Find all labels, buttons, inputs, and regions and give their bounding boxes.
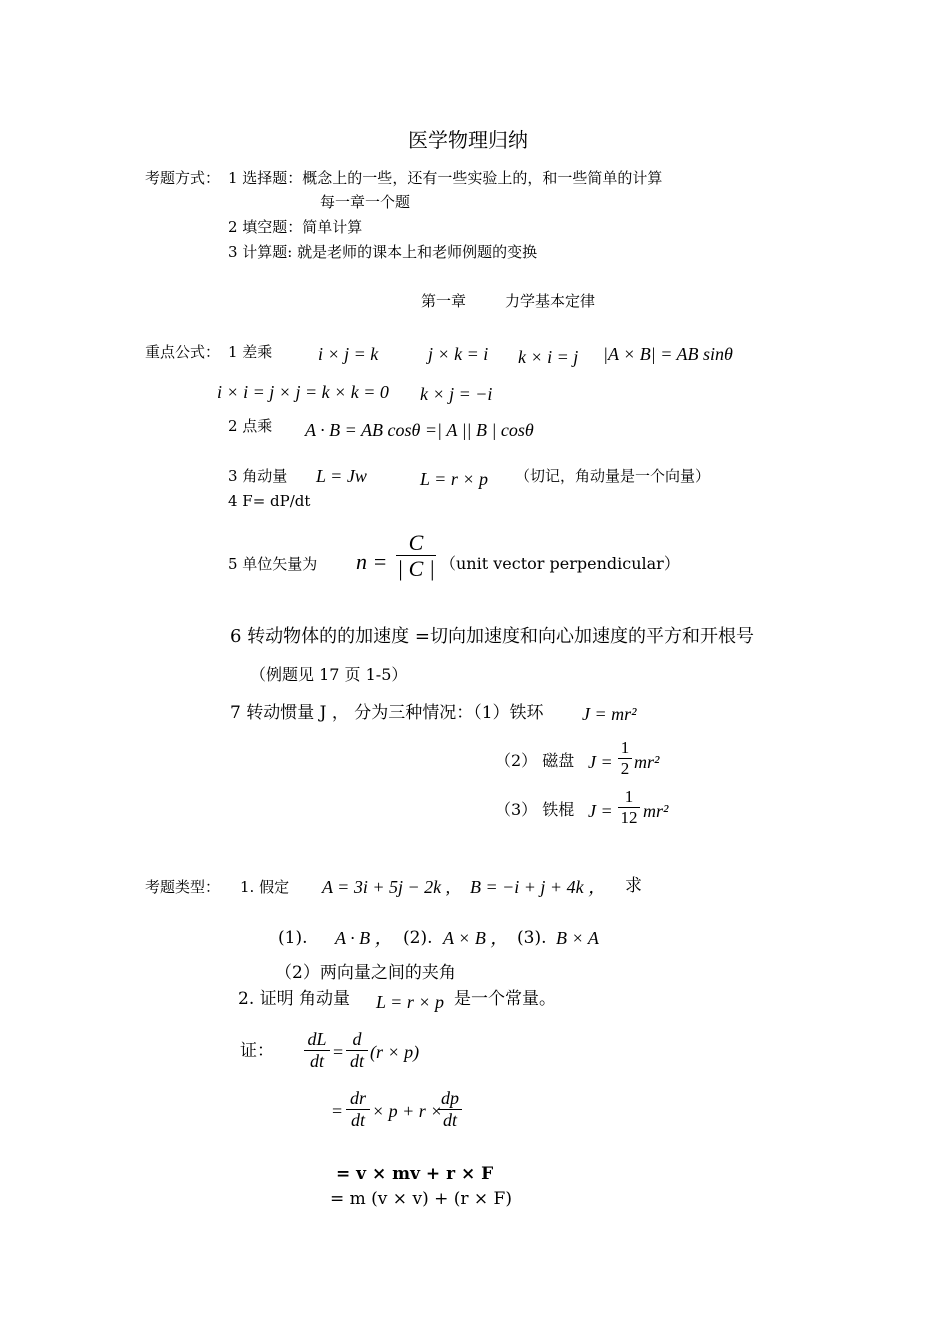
- formula-2-label: 2 点乘: [228, 417, 273, 435]
- problem-2: 2. 证明 角动量: [238, 989, 351, 1009]
- proof-dt-4: dt: [442, 1109, 457, 1130]
- chapter-number: 第一章: [421, 292, 467, 310]
- exam-line-2: 2 填空题：简单计算: [228, 218, 363, 236]
- proof-line-2-mid: × p + r ×: [372, 1101, 443, 1121]
- proof-dt-2: dt: [349, 1050, 364, 1071]
- formula-3-eq-1: L = Jw: [316, 466, 367, 486]
- formula-3-note: （切记，角动量是一个向量）: [515, 467, 711, 485]
- formulas-label: 重点公式：: [145, 343, 221, 361]
- proof-label: 证：: [240, 1041, 274, 1061]
- proof-line-3: = v × mv + r × F: [336, 1164, 494, 1184]
- formula-6: 6 转动物体的的加速度 =切向加速度和向心加速度的平方和开根号: [230, 626, 754, 647]
- proof-line-1-tail: (r × p): [370, 1042, 420, 1062]
- problem-1-eq-a: A = 3i + 5j − 2k ,: [322, 877, 451, 897]
- formula-5-note: （unit vector perpendicular）: [440, 554, 680, 573]
- exam-line-1: 1 选择题：概念上的一些，还有一些实验上的，和一些简单的计算: [228, 169, 663, 187]
- proof-line-2-equals: =: [332, 1101, 343, 1121]
- formula-7-case-2-lhs: J =: [588, 752, 613, 772]
- formula-7: 7 转动惯量 J ， 分为三种情况：（1）铁环: [230, 703, 544, 723]
- exam-line-1b: 每一章一个题: [320, 193, 411, 211]
- proof-line-2-fraction-a: [346, 1089, 370, 1130]
- problem-2-eq: L = r × p: [376, 992, 444, 1012]
- formula-1-eq-4: |A × B| = AB sinθ: [603, 344, 733, 364]
- problem-1-q2-label: (2).: [403, 928, 433, 948]
- formula-7-case-3-tail: mr²: [643, 801, 669, 821]
- formula-5-denominator: | C |: [397, 556, 435, 582]
- formula-7-case-3-lhs: J =: [588, 801, 613, 821]
- case-2-numerator: 1: [620, 738, 630, 757]
- formula-5-label: 5 单位矢量为: [228, 555, 318, 573]
- formula-7-case-2: （2） 磁盘: [495, 751, 575, 770]
- proof-line-1-derivative: [346, 1030, 368, 1071]
- problem-1-q1: A · B ，: [335, 928, 393, 948]
- formula-3-label: 3 角动量: [228, 467, 288, 485]
- formula-2-eq: A · B = AB cosθ =| A || B | cosθ: [305, 420, 534, 440]
- case-3-denominator: 12: [620, 807, 638, 827]
- problem-1-ask: 求: [625, 876, 642, 896]
- chapter-name: 力学基本定律: [505, 292, 596, 310]
- problem-1-eq-b: B = −i + j + 4k ，: [470, 877, 607, 897]
- formula-3-eq-2: L = r × p: [420, 469, 488, 489]
- case-3-numerator: 1: [624, 787, 634, 806]
- case-2-denominator: 2: [620, 758, 630, 778]
- formula-1-eq-5: i × i = j × j = k × k = 0: [217, 382, 389, 402]
- proof-line-1-equals: =: [333, 1042, 344, 1062]
- formula-5-lhs: n =: [356, 549, 388, 574]
- formula-1-eq-6: k × j = −i: [420, 384, 493, 404]
- proof-dt: dt: [309, 1050, 324, 1071]
- formula-4: 4 F= dP/dt: [228, 492, 311, 510]
- formula-7-case-3-fraction: [618, 788, 640, 827]
- exam-line-3: 3 计算题: 就是老师的课本上和老师例题的变换: [228, 243, 538, 261]
- proof-dt-3: dt: [350, 1109, 365, 1130]
- page-title: 医学物理归纳: [408, 128, 528, 152]
- problem-1-q1-label: (1).: [278, 928, 308, 948]
- problem-1-q2: A × B ，: [443, 928, 509, 948]
- proof-line-4: = m (v × v) + (r × F): [330, 1189, 512, 1209]
- problem-1-q4: （2）两向量之间的夹角: [275, 963, 456, 983]
- formula-7-eq-1: J = mr²: [582, 704, 637, 724]
- formula-7-case-2-fraction: [618, 739, 632, 778]
- problem-1-q3: B × A: [556, 928, 599, 948]
- formula-1-eq-1: i × j = k: [318, 344, 379, 364]
- formula-1-eq-3: k × i = j: [518, 347, 579, 367]
- formula-5-numerator: C: [408, 530, 424, 555]
- exam-label: 考题方式：: [145, 169, 221, 187]
- proof-dp: dp: [441, 1088, 459, 1108]
- problem-2-tail: 是一个常量。: [454, 989, 556, 1009]
- problems-label: 考题类型：: [145, 878, 221, 896]
- proof-line-2-fraction-b: [438, 1089, 462, 1130]
- formula-7-case-2-tail: mr²: [634, 752, 660, 772]
- formula-1-label: 1 差乘: [228, 343, 273, 361]
- problem-1-intro: 1. 假定: [240, 878, 290, 896]
- proof-d: d: [352, 1029, 362, 1049]
- formula-1-eq-2: j × k = i: [428, 344, 489, 364]
- proof-dl: dL: [307, 1029, 327, 1049]
- proof-dr: dr: [349, 1088, 366, 1108]
- formula-6-example: （例题见 17 页 1-5）: [250, 665, 408, 684]
- formula-5-fraction: [396, 531, 436, 580]
- problem-1-q3-label: (3).: [517, 928, 547, 948]
- proof-line-1-lhs-fraction: [304, 1030, 330, 1071]
- formula-7-case-3: （3） 铁棍: [495, 800, 575, 819]
